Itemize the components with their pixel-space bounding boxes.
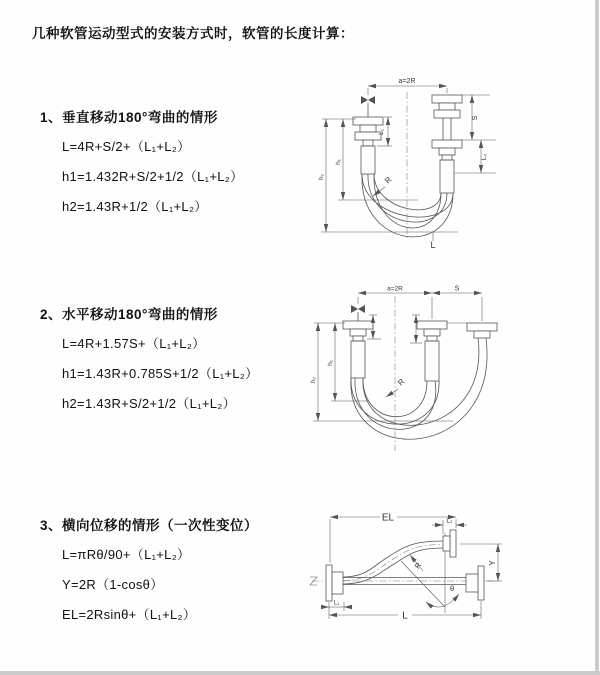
diagram-lateral-displacement bbox=[300, 505, 595, 655]
dim-label-y: Y bbox=[488, 560, 497, 566]
dim-label-s: S bbox=[454, 285, 460, 293]
dim-s bbox=[432, 286, 482, 294]
dim-l2 bbox=[432, 518, 467, 535]
dim-label-r: R bbox=[396, 377, 407, 388]
valve-icon bbox=[351, 305, 365, 321]
braided-hose-section bbox=[361, 146, 375, 174]
formula-line: L=4R+S/2+（L₁+L₂） bbox=[62, 139, 191, 154]
diagram-horizontal-180-bend bbox=[305, 283, 590, 468]
dim-label-h1: h₁ bbox=[335, 159, 342, 165]
lower-right-flange bbox=[466, 566, 484, 600]
dim-a2r bbox=[368, 78, 447, 95]
formula-line: h2=1.43R+S/2+1/2（L₁+L₂） bbox=[62, 396, 236, 411]
dim-label-l: L bbox=[430, 240, 436, 250]
hose-curves bbox=[362, 174, 453, 237]
dim-s bbox=[462, 95, 496, 140]
formula-line: L=4R+1.57S+（L₁+L₂） bbox=[62, 336, 206, 351]
formula-line: h2=1.43R+1/2（L₁+L₂） bbox=[62, 199, 208, 214]
dim-label-r: R bbox=[412, 560, 424, 571]
braided-hose-section bbox=[440, 160, 454, 193]
dim-label-el: EL bbox=[381, 512, 395, 524]
radius-callout bbox=[386, 377, 407, 397]
dim-label-l1: L₁ bbox=[333, 600, 340, 607]
section-horizontal-motion bbox=[40, 303, 258, 419]
dim-label-theta: θ bbox=[450, 584, 455, 593]
formula-line: h1=1.43R+0.785S+1/2（L₁+L₂） bbox=[62, 366, 259, 381]
page-edge-right bbox=[595, 0, 599, 675]
formula-line: EL=2Rsinθ+（L₁+L₂） bbox=[62, 607, 197, 622]
dim-label-l1: L₁ bbox=[378, 129, 385, 135]
section-vertical-motion bbox=[40, 106, 243, 222]
dim-label-s: S bbox=[472, 115, 479, 121]
right-fitting bbox=[447, 323, 497, 338]
page-edge-bottom bbox=[0, 671, 600, 675]
dim-label-h2: h₂ bbox=[310, 376, 317, 384]
formula-line: L=πRθ/90+（L₁+L₂） bbox=[62, 547, 191, 562]
formula-line: Y=2R（1-cosθ） bbox=[62, 577, 164, 592]
hose-curves bbox=[351, 338, 487, 439]
section-lateral-motion bbox=[40, 514, 258, 630]
diagram-vertical-180-bend bbox=[300, 70, 590, 255]
dim-a2r bbox=[358, 286, 482, 322]
valve-icon bbox=[361, 96, 375, 117]
left-fitting bbox=[343, 321, 373, 378]
section-3-heading: 3、横向位移的情形（一次性变位） bbox=[40, 518, 259, 533]
dim-label-l: L bbox=[402, 610, 408, 622]
dim-label-h2: h₂ bbox=[318, 173, 325, 181]
radius-callout bbox=[410, 555, 424, 571]
section-2-heading: 2、水平移动180°弯曲的情形 bbox=[40, 307, 218, 322]
middle-fitting bbox=[417, 321, 447, 381]
right-fitting bbox=[432, 95, 462, 193]
dim-l bbox=[329, 601, 481, 622]
dim-label-a2r: a=2R bbox=[387, 285, 403, 293]
dim-l1 bbox=[321, 601, 352, 612]
page-title: 几种软管运动型式的安装方式时，软管的长度计算： bbox=[32, 26, 354, 41]
braided-hose-section bbox=[351, 341, 365, 378]
dim-el bbox=[330, 513, 456, 564]
dim-l bbox=[430, 232, 435, 250]
dim-label-h1: h₁ bbox=[327, 360, 334, 366]
section-1-heading: 1、垂直移动180°弯曲的情形 bbox=[40, 110, 218, 125]
left-flange bbox=[326, 565, 343, 601]
dim-label-a2r: a=2R bbox=[398, 78, 416, 85]
dim-label-l2: L₂ bbox=[446, 517, 453, 525]
dim-label-r: R bbox=[383, 175, 394, 186]
formula-line: h1=1.432R+S/2+1/2（L₁+L₂） bbox=[62, 169, 244, 184]
left-fitting bbox=[353, 117, 383, 174]
dim-label-l2: L₂ bbox=[481, 153, 488, 161]
fitting-length-dims bbox=[367, 315, 422, 343]
braided-hose-section bbox=[425, 341, 439, 381]
